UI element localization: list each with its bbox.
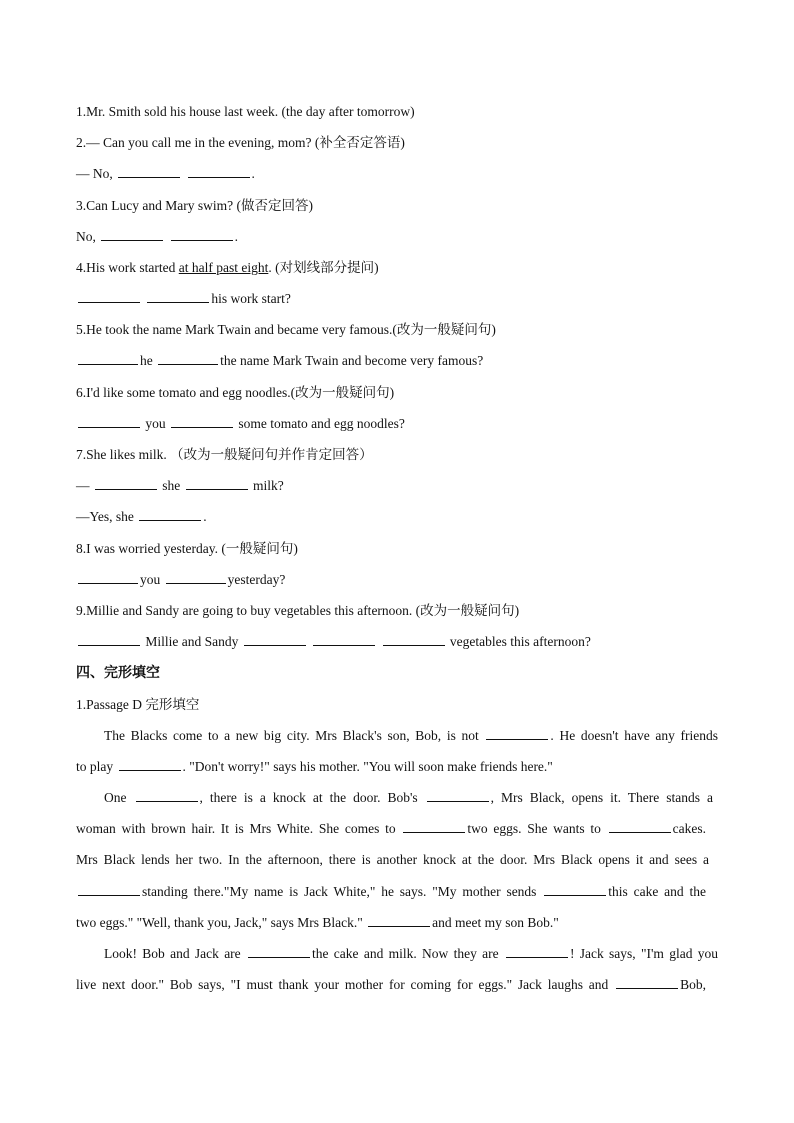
passage-line (76, 789, 713, 807)
passage-line (76, 758, 718, 776)
question-7 (76, 446, 373, 464)
question-2 (76, 134, 405, 152)
passage-text: and meet my son Bob." (432, 915, 559, 930)
passage-line (76, 914, 718, 932)
answer-blank[interactable] (158, 352, 218, 365)
passage-text: ! Jack says, "I'm glad you (569, 946, 719, 961)
question-3 (76, 197, 313, 215)
passage-line (76, 820, 706, 838)
underlined-phrase: at half past eight (178, 260, 269, 275)
question-3-answer: No, . (76, 229, 238, 244)
answer-text: — (76, 478, 90, 493)
section-heading: 四、完形填空 (76, 665, 160, 681)
answer-text: Millie and Sandy (145, 634, 239, 649)
answer-blank[interactable] (171, 228, 233, 241)
cloze-blank[interactable] (427, 789, 489, 802)
passage-line (76, 727, 718, 745)
passage-text: two eggs." "Well, thank you, Jack," says Mrs Black." (76, 915, 363, 930)
cloze-blank[interactable] (78, 883, 140, 896)
answer-text: milk? (253, 478, 284, 493)
question-3-text: 3.Can Lucy and Mary swim? (做否定回答) (76, 198, 313, 213)
cloze-blank[interactable] (506, 945, 568, 958)
answer-blank[interactable] (383, 633, 445, 646)
question-7-text: 7.She likes milk. （改为一般疑问句并作肯定回答） (76, 447, 373, 462)
answer-text: you (145, 416, 166, 431)
question-5-answer (76, 352, 483, 370)
answer-blank[interactable] (118, 165, 180, 178)
answer-blank[interactable] (166, 571, 226, 584)
answer-blank[interactable] (78, 352, 138, 365)
passage-text: Bob, (680, 977, 706, 992)
answer-blank[interactable] (171, 415, 233, 428)
answer-text: No, (76, 229, 96, 244)
question-4-text: 4.His work started (76, 260, 179, 275)
question-9 (76, 602, 519, 620)
cloze-blank[interactable] (248, 945, 310, 958)
cloze-blank[interactable] (486, 727, 548, 740)
passage-text: Look! Bob and Jack are (104, 946, 241, 961)
passage-text: . He doesn't have any friends (550, 728, 718, 743)
passage-text: Mrs Black lends her two. In the afternoon, there is another knock at the door. Mrs Black opens it and sees a (76, 852, 709, 867)
passage-line (76, 945, 718, 963)
answer-blank[interactable] (78, 571, 138, 584)
answer-text: she (162, 478, 181, 493)
passage-text: standing there."My name is Jack White," he says. "My mother sends (142, 884, 537, 899)
answer-text: you (140, 572, 161, 587)
answer-blank[interactable] (101, 228, 163, 241)
passage-title: 1.Passage D 完形填空 (76, 697, 200, 712)
cloze-blank[interactable] (368, 914, 430, 927)
passage-text: , Mrs Black, opens it. There stands a (490, 790, 713, 805)
answer-text: —Yes, she (76, 509, 134, 524)
question-6-text: 6.I'd like some tomato and egg noodles.(改为一般疑问句) (76, 385, 395, 400)
question-8 (76, 540, 298, 558)
passage-text: . "Don't worry!" says his mother. "You will soon make friends here." (182, 759, 553, 774)
cloze-blank[interactable] (136, 789, 198, 802)
cloze-blank[interactable] (119, 758, 181, 771)
question-7-answer-2: —Yes, she . (76, 509, 207, 524)
answer-text: his work start? (211, 291, 291, 306)
answer-text: — No, (76, 166, 113, 181)
question-9-text: 9.Millie and Sandy are going to buy vegetables this afternoon. (改为一般疑问句) (76, 603, 520, 618)
answer-text: some tomato and egg noodles? (238, 416, 405, 431)
passage-line (76, 976, 706, 994)
answer-blank[interactable] (95, 477, 157, 490)
question-4-answer (76, 290, 291, 308)
answer-blank[interactable] (78, 290, 140, 303)
passage-line (76, 851, 709, 869)
question-7-answer (76, 477, 284, 495)
passage-line (76, 883, 706, 901)
question-9-answer (76, 633, 591, 651)
passage-text: the cake and milk. Now they are (312, 946, 499, 961)
question-5 (76, 321, 496, 339)
question-1 (76, 103, 415, 121)
cloze-blank[interactable] (616, 976, 678, 989)
passage-text: to play (76, 759, 114, 774)
question-4 (76, 259, 379, 277)
question-1-text: 1.Mr. Smith sold his house last week. (the day after tomorrow) (76, 104, 415, 119)
answer-text: the name Mark Twain and become very famous? (220, 353, 484, 368)
cloze-blank[interactable] (609, 820, 671, 833)
passage-text: One (104, 790, 127, 805)
answer-blank[interactable] (78, 633, 140, 646)
question-6 (76, 384, 394, 402)
answer-blank[interactable] (139, 508, 201, 521)
question-6-answer (76, 415, 405, 433)
answer-blank[interactable] (188, 165, 250, 178)
answer-blank[interactable] (78, 415, 140, 428)
cloze-blank[interactable] (403, 820, 465, 833)
question-8-text: 8.I was worried yesterday. (一般疑问句) (76, 541, 298, 556)
passage-text: two eggs. She wants to (467, 821, 601, 836)
passage-text: this cake and the (608, 884, 707, 899)
answer-text: he (140, 353, 153, 368)
cloze-blank[interactable] (544, 883, 606, 896)
answer-blank[interactable] (244, 633, 306, 646)
passage-text: The Blacks come to a new big city. Mrs Black's son, Bob, is not (104, 728, 479, 743)
question-4-instruction: . (对划线部分提问) (268, 260, 379, 275)
answer-blank[interactable] (186, 477, 248, 490)
question-2-answer: — No, . (76, 166, 255, 181)
question-5-text: 5.He took the name Mark Twain and became very famous.(改为一般疑问句) (76, 322, 496, 337)
answer-text: vegetables this afternoon? (449, 634, 591, 649)
passage-text: woman with brown hair. It is Mrs White. She comes to (76, 821, 396, 836)
question-8-answer (76, 571, 285, 589)
answer-blank[interactable] (147, 290, 209, 303)
passage-text: , there is a knock at the door. Bob's (199, 790, 418, 805)
question-2-text: 2.— Can you call me in the evening, mom? (补全否定答语) (76, 135, 405, 150)
answer-blank[interactable] (313, 633, 375, 646)
answer-text: yesterday? (227, 572, 286, 587)
passage-text: cakes. (672, 821, 707, 836)
passage-text: live next door." Bob says, "I must thank your mother for coming for eggs." Jack laughs and (76, 977, 609, 992)
